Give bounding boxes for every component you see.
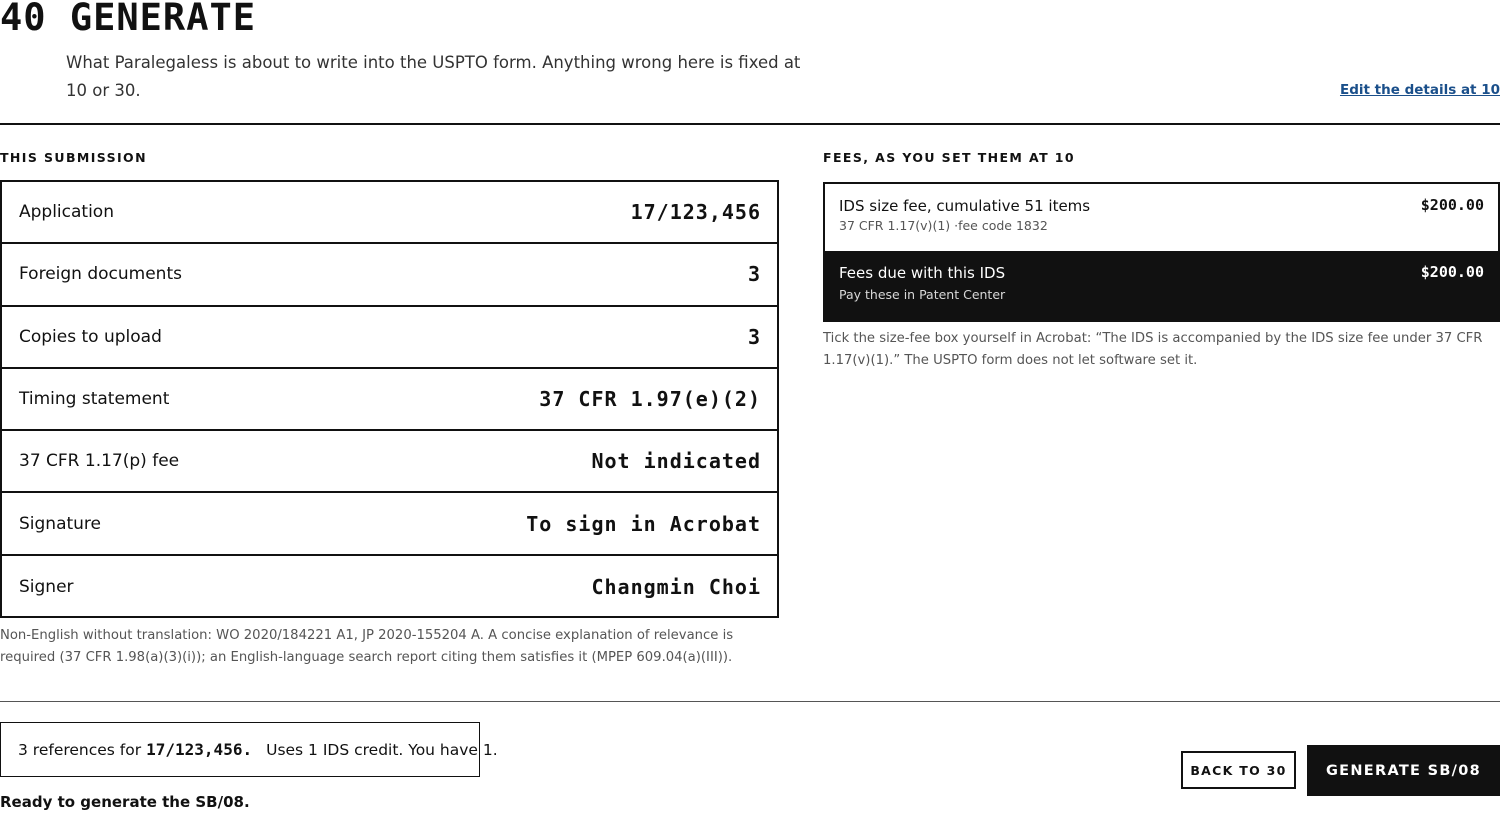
summary-row-label: Application — [19, 202, 114, 223]
summary-row-label: Signer — [19, 576, 74, 597]
summary-row-timing-statement — [2, 369, 777, 431]
summary-row-value: To sign in Acrobat — [526, 511, 761, 536]
fees-total-title: Fees due with this IDS — [839, 264, 1006, 282]
summary-row-fee-1-17p — [2, 431, 777, 493]
summary-row-copies-to-upload — [2, 307, 777, 369]
header-divider — [0, 123, 1500, 125]
size-fee-note: Tick the size-fee box yourself in Acrobat: “The IDS is accompanied by the IDS size fee under 37 CFR 1.17(v)(1).” The USPTO form does not let software set it. — [823, 331, 1483, 368]
summary-row-value: 37 CFR 1.97(e)(2) — [539, 387, 761, 412]
summary-row-signer — [2, 556, 777, 618]
summary-row-application — [2, 182, 777, 244]
fee-item-title: IDS size fee, cumulative 51 items — [839, 197, 1091, 215]
summary-row-value: Changmin Choi — [591, 574, 761, 599]
submission-section-label: THIS SUBMISSION — [0, 150, 147, 165]
fees-table — [823, 182, 1500, 322]
footer-divider — [0, 701, 1500, 702]
status-message: Ready to generate the SB/08. — [0, 793, 250, 811]
summary-row-signature — [2, 493, 777, 555]
summary-row-value: 17/123,456 — [630, 200, 761, 225]
fee-item-size-fee — [825, 184, 1498, 251]
summary-row-label: Copies to upload — [19, 326, 162, 347]
credit-summary-box — [0, 722, 498, 777]
summary-row-foreign-documents — [2, 244, 777, 306]
summary-row-label: Timing statement — [19, 389, 170, 410]
credit-usage-text: Uses 1 IDS credit. You have 1. — [266, 740, 498, 759]
edit-details-link[interactable]: Edit the details at 10 — [1339, 82, 1500, 98]
fee-item-subtitle: 37 CFR 1.17(v)(1) ·fee code 1832 — [839, 218, 1048, 233]
summary-row-value: 3 — [747, 324, 761, 349]
summary-row-label: Signature — [19, 513, 102, 534]
submission-summary-table — [0, 180, 779, 618]
summary-row-label: Foreign documents — [19, 264, 182, 285]
translation-note: Non-English without translation: WO 2020/184221 A1, JP 2020-155204 A. A concise explanation of relevance is required (37 CFR 1.98(a)(3)(i)); an English-language search report citing them satisfies it (MPEP 609.04(a)(III)). — [0, 628, 734, 665]
fee-item-amount: $200.00 — [1420, 196, 1484, 214]
generate-button[interactable]: GENERATE SB/08 — [1307, 745, 1500, 796]
back-button[interactable]: BACK TO 30 — [1181, 751, 1296, 789]
summary-row-value: 3 — [747, 262, 761, 287]
fees-section-label: FEES, AS YOU SET THEM AT 10 — [823, 150, 1075, 165]
fees-total-subtitle: Pay these in Patent Center — [839, 287, 1006, 302]
credit-prefix: 3 references for — [18, 740, 142, 759]
page-title: 40 GENERATE — [0, 0, 257, 39]
page-subtitle: What Paralegaless is about to write into the USPTO form. Anything wrong here is fixed at 10 or 30. — [66, 53, 801, 100]
fees-total-row — [825, 251, 1498, 320]
fees-total-amount: $200.00 — [1420, 263, 1484, 281]
summary-row-label: 37 CFR 1.17(p) fee — [19, 451, 180, 472]
credit-application-number: 17/123,456. — [146, 740, 253, 759]
summary-row-value: Not indicated — [591, 449, 761, 474]
